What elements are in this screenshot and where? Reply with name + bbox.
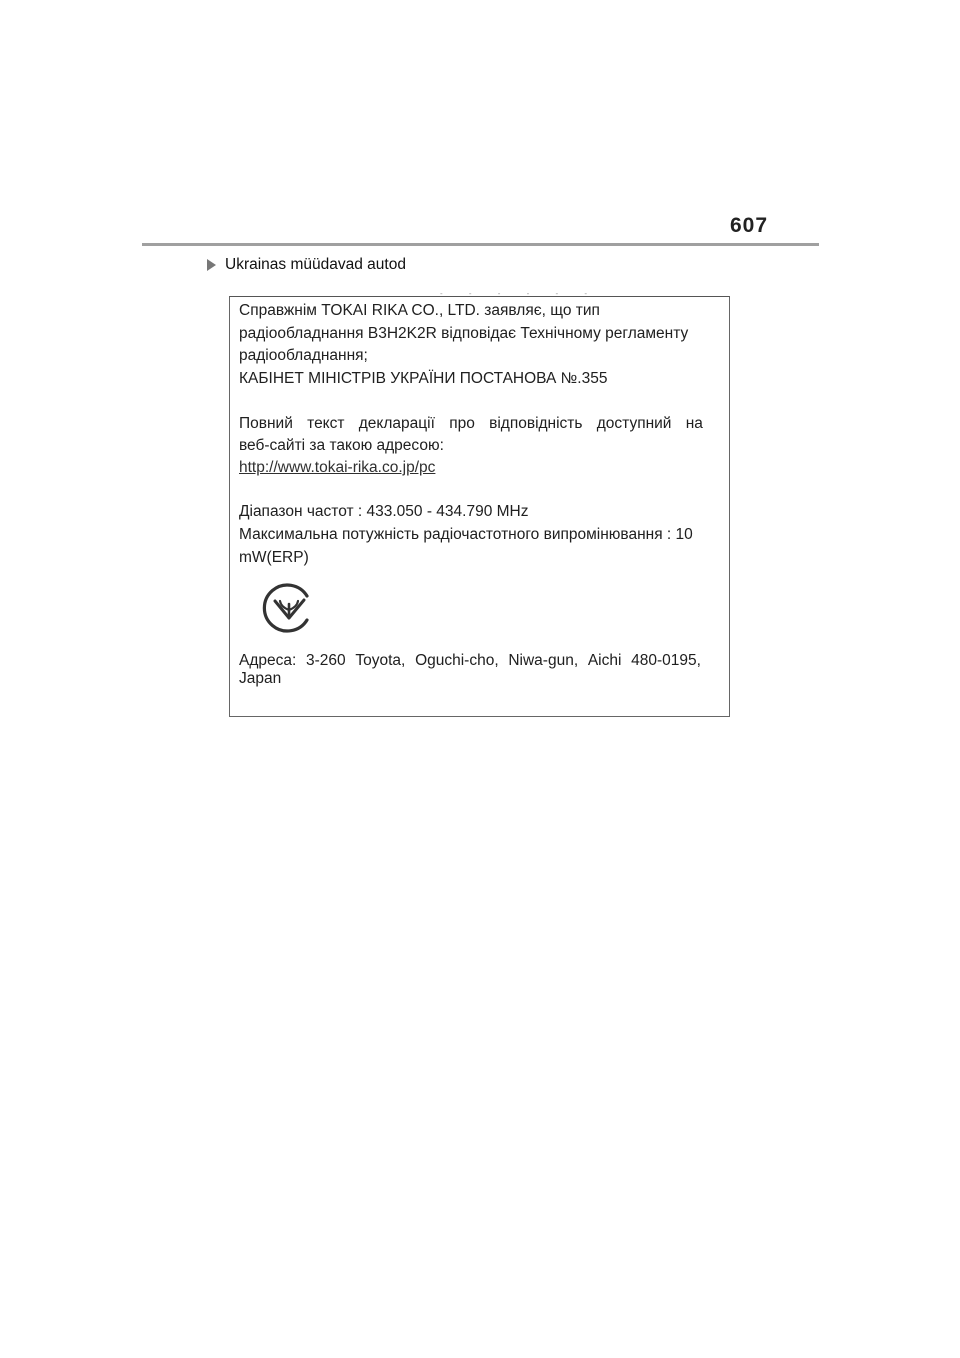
triangle-right-icon	[207, 259, 216, 271]
declaration-line-4: КАБІНЕТ МІНІСТРІВ УКРАЇНИ ПОСТАНОВА №.355	[239, 370, 608, 387]
full-text-word: про	[449, 415, 475, 432]
full-text-word: текст	[307, 415, 345, 432]
address-word: Niwa-gun,	[508, 652, 579, 669]
website-line: веб-сайті за такою адресою:	[239, 437, 444, 454]
section-heading-label: Ukrainas müüdavad autod	[225, 256, 406, 273]
full-text-word: декларації	[358, 415, 435, 432]
page-number: 607	[730, 214, 769, 237]
address-line-2: Japan	[239, 670, 282, 687]
header-rule	[142, 243, 819, 246]
section-heading	[207, 255, 406, 275]
full-text-word: доступний	[596, 415, 672, 432]
full-text-word: відповідність	[489, 415, 583, 432]
address-word: Aichi	[587, 652, 622, 669]
declaration-url-link[interactable]: http://www.tokai-rika.co.jp/pc	[239, 459, 436, 476]
power-line-1: Максимальна потужність радіочастотного випромінювання : 10	[239, 526, 693, 543]
address-word: Toyota,	[355, 652, 406, 669]
declaration-line-3: радіообладнання;	[239, 347, 368, 364]
address-word: 3-260	[306, 652, 346, 669]
ukraine-conformity-mark-icon	[261, 580, 317, 636]
address-line-1	[239, 651, 701, 671]
declaration-line-2: радіообладнання B3H2K2R відповідає Технічному регламенту	[239, 325, 689, 342]
full-text-line	[239, 414, 703, 434]
address-word: Адреса:	[239, 652, 297, 669]
full-text-word: на	[685, 415, 703, 432]
full-text-word: Повний	[239, 415, 293, 432]
frequency-line: Діапазон частот : 433.050 - 434.790 MHz	[239, 503, 529, 520]
scan-artifact-marks: - - - - - -	[440, 289, 600, 297]
address-word: 480-0195,	[631, 652, 701, 669]
power-line-2: mW(ERP)	[239, 549, 309, 566]
address-word: Oguchi-cho,	[415, 652, 499, 669]
declaration-line-1: Справжнім TOKAI RIKA CO., LTD. заявляє, що тип	[239, 302, 600, 319]
